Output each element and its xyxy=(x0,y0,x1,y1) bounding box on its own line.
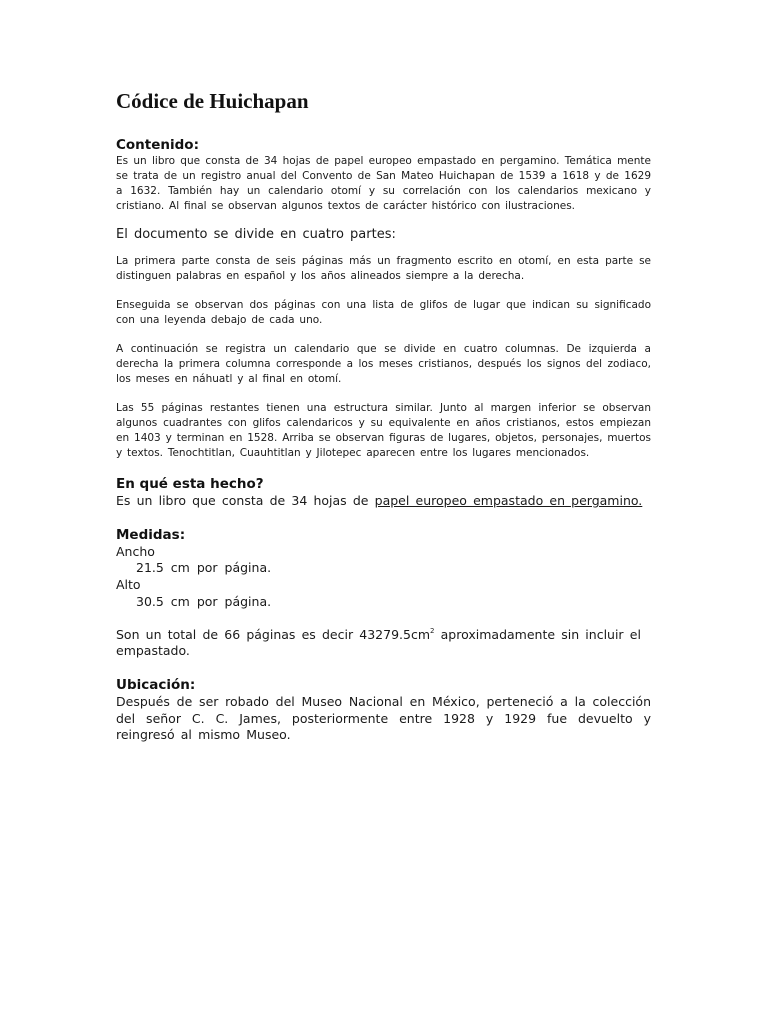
ubicacion-heading: Ubicación: xyxy=(116,676,196,693)
contenido-heading: Contenido: xyxy=(116,137,199,153)
section-hecho xyxy=(116,476,651,510)
document-content xyxy=(116,88,651,744)
document-title: Códice de Huichapan xyxy=(116,89,309,113)
section-medidas xyxy=(116,527,651,660)
ubicacion-text: Después de ser robado del Museo Nacional en México, perteneció a la colección del señor C. C. James, posteriormente entre 1928 y 1929 fue devuelto y reingresó al mismo Museo. xyxy=(116,693,651,743)
contenido-intro: El documento se divide en cuatro partes: xyxy=(116,227,396,242)
medidas-total-sup: 2 xyxy=(430,626,435,635)
part-paragraph-3: A continuación se registra un calendario que se divide en cuatro columnas. De izquierda a derecha la primera columna corresponde a los meses cristianos, después los signos del zodiaco, los meses en náhuatl y al final en otomí. xyxy=(116,343,651,385)
medidas-heading: Medidas: xyxy=(116,526,186,543)
ancho-value: 21.5 cm por página. xyxy=(136,560,272,576)
hecho-text xyxy=(116,493,651,510)
medidas-total xyxy=(116,627,651,660)
medidas-total-suffix: aproximadamente sin incluir el empastado. xyxy=(116,626,641,659)
alto-label: Alto xyxy=(116,577,141,593)
hecho-heading: En qué esta hecho? xyxy=(116,476,264,492)
ancho-label: Ancho xyxy=(116,543,155,559)
alto-value: 30.5 cm por página. xyxy=(136,593,272,609)
part-paragraph-2: Enseguida se observan dos páginas con una lista de glifos de lugar que indican su significado con una leyenda debajo de cada uno. xyxy=(116,299,651,326)
part-paragraph-4: Las 55 páginas restantes tienen una estructura similar. Junto al margen inferior se observan algunos cuadrantes con glifos calendaricos y su equivalente en años cristianos, estos empiezan en 1403 y terminan en 1528. Arriba se observan figuras de lugares, objetos, personajes, muertos y textos. Tenochtitlan, Cuauhtitlan y Jilotepec aparecen entre los lugares mencionados. xyxy=(116,402,651,459)
medidas-total-prefix: Son un total de 66 páginas es decir 43279.5cm xyxy=(116,626,430,642)
part-paragraph-1: La primera parte consta de seis páginas más un fragmento escrito en otomí, en esta parte se distinguen palabras en español y los años alineados siempre a la derecha. xyxy=(116,255,651,282)
hecho-text-underlined: papel europeo empastado en pergamino. xyxy=(374,493,643,508)
hecho-text-prefix: Es un libro que consta de 34 hojas de xyxy=(116,493,375,508)
contenido-text: Es un libro que consta de 34 hojas de papel europeo empastado en pergamino. Temática mente se trata de un registro anual del Convento de San Mateo Huichapan de 1539 a 1618 y de 1629 a 1632. También hay un calendario otomí y su correlación con los calendarios mexicano y cristiano. Al final se observan algunos textos de carácter histórico con ilustraciones. xyxy=(116,155,651,212)
section-ubicacion xyxy=(116,677,651,744)
section-contenido xyxy=(116,137,651,461)
